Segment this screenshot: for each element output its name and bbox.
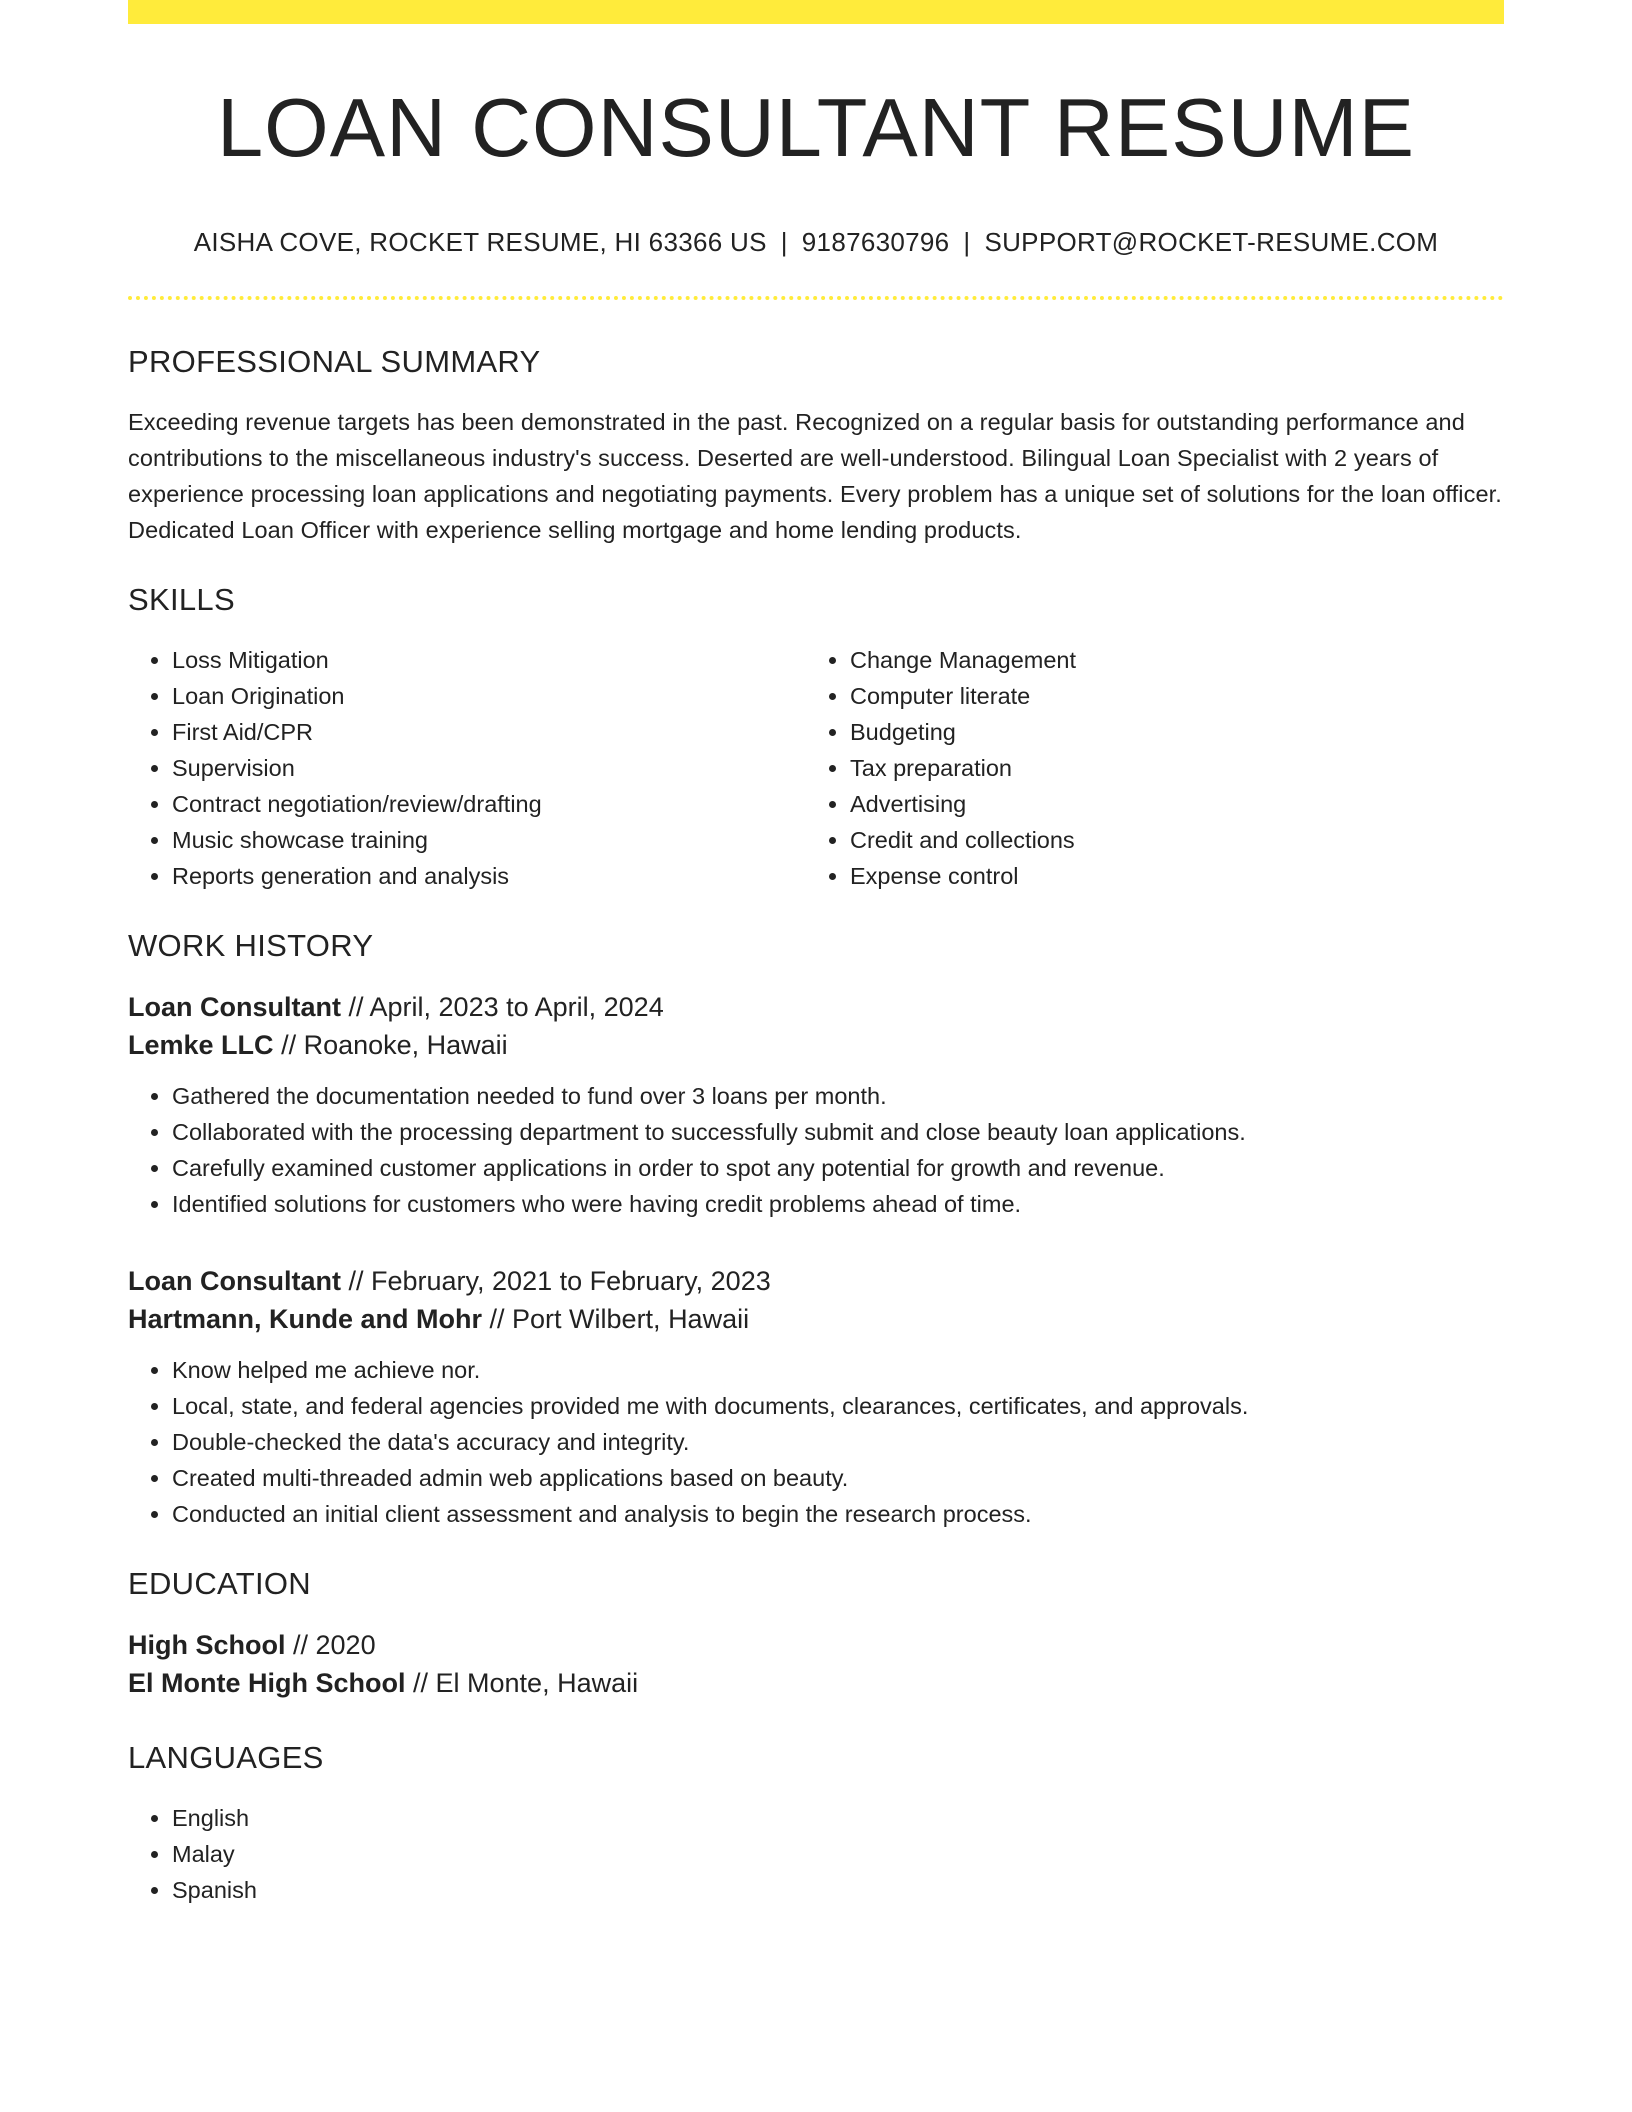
skill-item: • Expense control <box>850 858 1504 894</box>
section-heading-work-history: WORK HISTORY <box>128 928 374 964</box>
contact-phone: 9187630796 <box>801 227 950 258</box>
job-company-line <box>128 1300 1504 1338</box>
job-duty: • Collaborated with the processing department to successfully submit and close beauty loan applications. <box>172 1114 1504 1150</box>
skill-item: • Advertising <box>850 786 1504 822</box>
education-school: El Monte High School <box>128 1668 406 1699</box>
accent-top-bar <box>128 0 1504 24</box>
job-duty: • Gathered the documentation needed to fund over 3 loans per month. <box>172 1078 1504 1114</box>
resume-page <box>128 0 1504 1908</box>
contact-address: AISHA COVE, ROCKET RESUME, HI 63366 US <box>193 227 767 258</box>
contact-separator: | <box>780 227 788 258</box>
job-dates: // April, 2023 to April, 2024 <box>348 992 664 1023</box>
dotted-divider <box>128 296 1504 300</box>
section-heading-summary: PROFESSIONAL SUMMARY <box>128 344 541 380</box>
job-duties-list <box>128 1078 1504 1222</box>
section-heading-education: EDUCATION <box>128 1566 311 1602</box>
skills-grid <box>128 642 1504 894</box>
education-year: // 2020 <box>293 1630 376 1661</box>
job-entry <box>128 988 1504 1222</box>
job-duty: • Identified solutions for customers who were having credit problems ahead of time. <box>172 1186 1504 1222</box>
skill-item: • Contract negotiation/review/drafting <box>172 786 806 822</box>
education-location: // El Monte, Hawaii <box>413 1668 639 1699</box>
education-degree-line <box>128 1626 1504 1664</box>
job-title-line <box>128 988 1504 1026</box>
job-title: Loan Consultant <box>128 992 341 1023</box>
skill-item: • Budgeting <box>850 714 1504 750</box>
section-heading-skills: SKILLS <box>128 582 235 618</box>
education-degree: High School <box>128 1630 286 1661</box>
skills-list-right <box>806 642 1504 894</box>
skills-section <box>128 582 1504 894</box>
language-item: • Malay <box>172 1836 1504 1872</box>
skill-item: • Loss Mitigation <box>172 642 806 678</box>
skill-item: • Reports generation and analysis <box>172 858 806 894</box>
skill-item: • Supervision <box>172 750 806 786</box>
education-school-line <box>128 1664 1504 1702</box>
job-duties-list <box>128 1352 1504 1532</box>
job-company: Lemke LLC <box>128 1030 274 1061</box>
skill-item: • Loan Origination <box>172 678 806 714</box>
contact-line <box>128 227 1504 258</box>
skill-item: • Change Management <box>850 642 1504 678</box>
contact-email: SUPPORT@ROCKET-RESUME.COM <box>984 227 1439 258</box>
language-item: • English <box>172 1800 1504 1836</box>
job-duty: • Carefully examined customer applications in order to spot any potential for growth and revenue. <box>172 1150 1504 1186</box>
job-duty: • Created multi-threaded admin web applications based on beauty. <box>172 1460 1504 1496</box>
language-item: • Spanish <box>172 1872 1504 1908</box>
job-dates: // February, 2021 to February, 2023 <box>348 1266 771 1297</box>
skills-list-left <box>128 642 806 894</box>
summary-text: Exceeding revenue targets has been demonstrated in the past. Recognized on a regular basis for outstanding performance and contributions to the miscellaneous industry's success. Deserted are well-understood. Bilingual Loan Specialist with 2 years of experience processing loan applications and negotiating payments. Every problem has a unique set of solutions for the loan officer. Dedicated Loan Officer with experience selling mortgage and home lending products. <box>128 409 1502 544</box>
job-location: // Port Wilbert, Hawaii <box>489 1304 750 1335</box>
job-location: // Roanoke, Hawaii <box>281 1030 508 1061</box>
section-heading-languages: LANGUAGES <box>128 1740 324 1776</box>
job-duty: • Conducted an initial client assessment and analysis to begin the research process. <box>172 1496 1504 1532</box>
education-section <box>128 1566 1504 1702</box>
skill-item: • Computer literate <box>850 678 1504 714</box>
job-company-line <box>128 1026 1504 1064</box>
job-title: Loan Consultant <box>128 1266 341 1297</box>
job-duty: • Double-checked the data's accuracy and integrity. <box>172 1424 1504 1460</box>
contact-separator: | <box>963 227 971 258</box>
job-entry <box>128 1262 1504 1532</box>
work-history-section <box>128 928 1504 1532</box>
job-duty: • Know helped me achieve nor. <box>172 1352 1504 1388</box>
languages-list <box>128 1800 1504 1908</box>
skill-item: • Music showcase training <box>172 822 806 858</box>
languages-section <box>128 1740 1504 1908</box>
resume-title: LOAN CONSULTANT RESUME <box>216 81 1416 174</box>
job-title-line <box>128 1262 1504 1300</box>
skill-item: • Credit and collections <box>850 822 1504 858</box>
job-company: Hartmann, Kunde and Mohr <box>128 1304 483 1335</box>
summary-section <box>128 344 1504 548</box>
skill-item: • First Aid/CPR <box>172 714 806 750</box>
job-duty: • Local, state, and federal agencies provided me with documents, clearances, certificates, and approvals. <box>172 1388 1504 1424</box>
skill-item: • Tax preparation <box>850 750 1504 786</box>
